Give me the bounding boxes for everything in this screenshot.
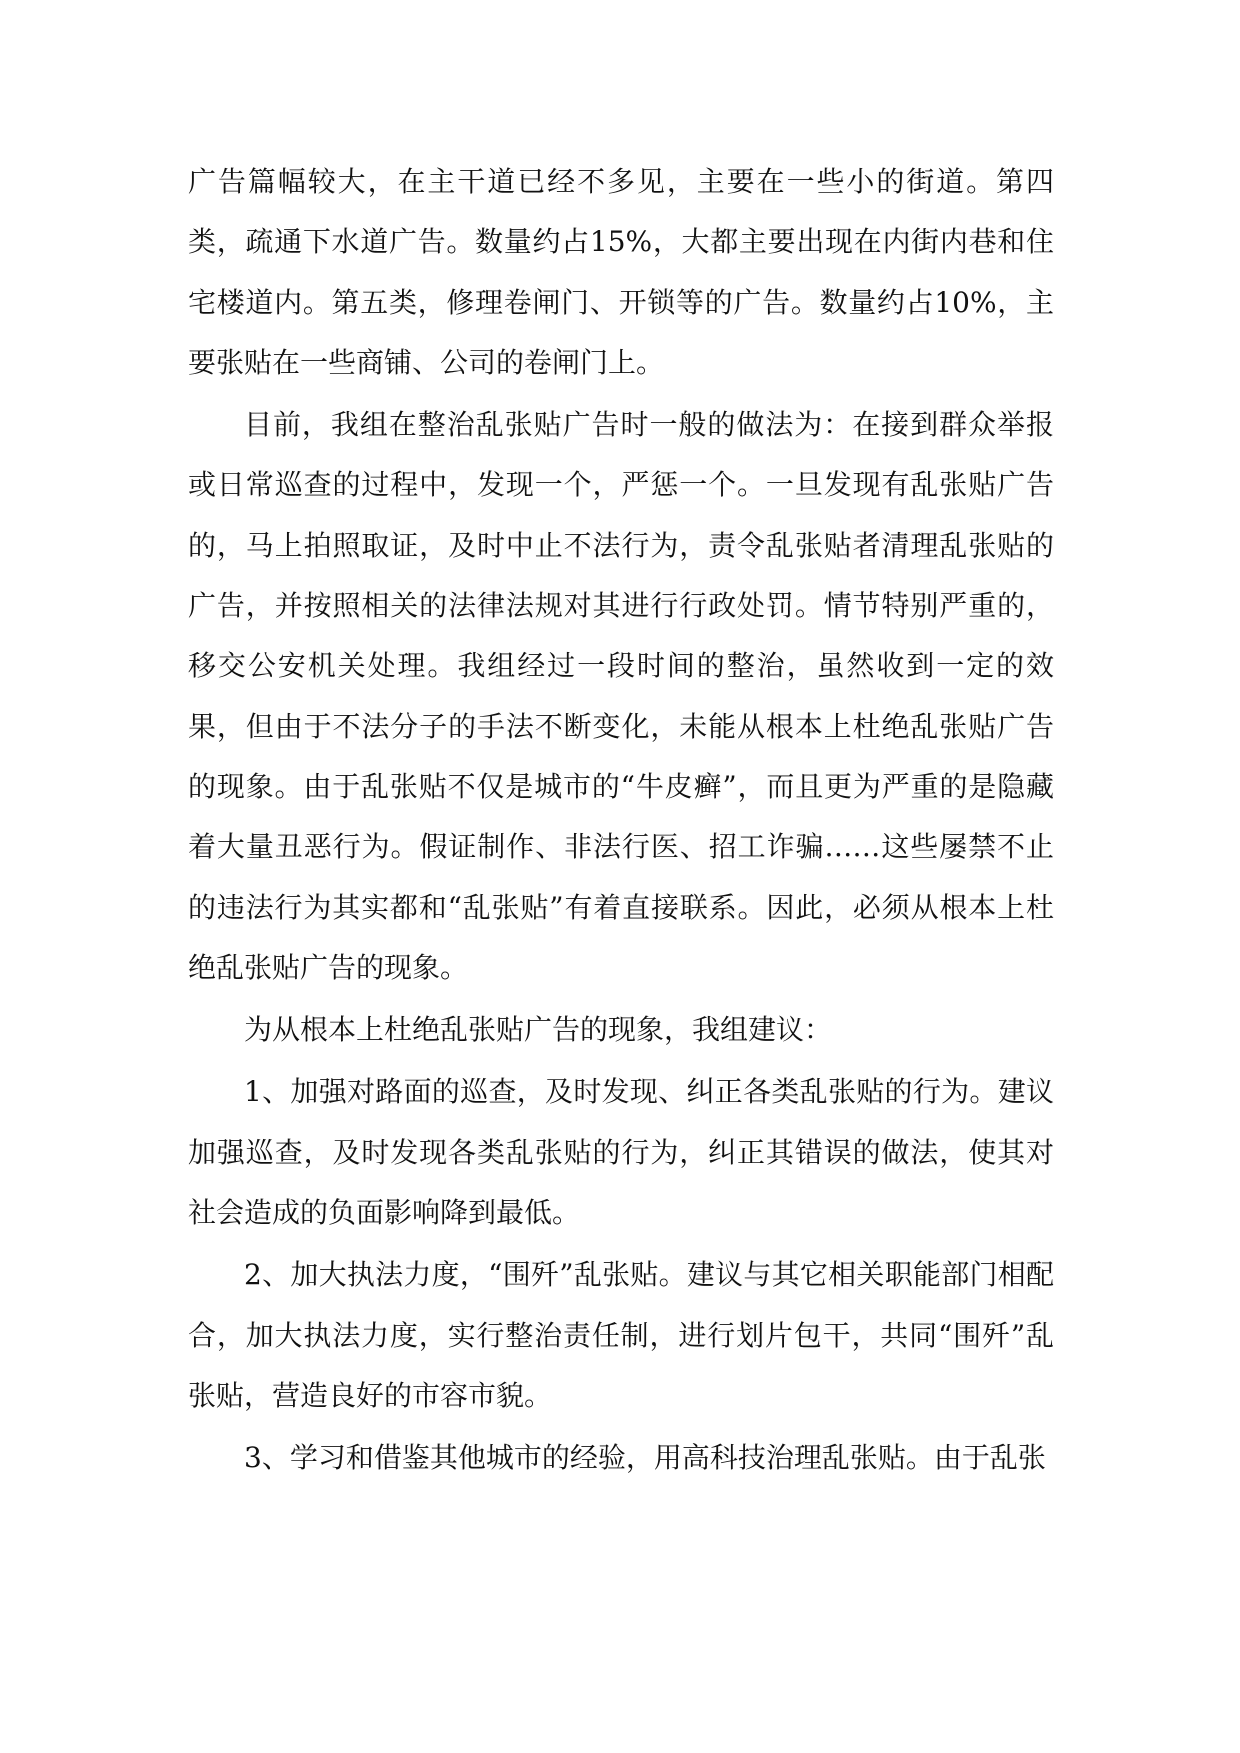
paragraph-suggestion-2: 2、加大执法力度，“围歼”乱张贴。建议与其它相关职能部门相配合，加大执法力度，实行整治责任制，进行划片包干，共同“围歼”乱张贴，营造良好的市容市貌。 bbox=[188, 1258, 1054, 1412]
paragraph-suggestion-3: 3、学习和借鉴其他城市的经验，用高科技治理乱张贴。由于乱张 bbox=[244, 1441, 1046, 1475]
paragraph-suggestion-intro: 为从根本上杜绝乱张贴广告的现象，我组建议： bbox=[244, 1013, 833, 1047]
document-body bbox=[188, 152, 1054, 1489]
paragraph-ad-categories: 广告篇幅较大，在主干道已经不多见，主要在一些小的街道。第四类，疏通下水道广告。数量约占15%，大都主要出现在内街内巷和住宅楼道内。第五类，修理卷闸门、开锁等的广告。数量约占10%，主要张贴在一些商铺、公司的卷闸门上。 bbox=[188, 165, 1054, 379]
paragraph-current-practice: 目前，我组在整治乱张贴广告时一般的做法为：在接到群众举报或日常巡查的过程中，发现一个，严惩一个。一旦发现有乱张贴广告的，马上拍照取证，及时中止不法行为，责令乱张贴者清理乱张贴的广告，并按照相关的法律法规对其进行行政处罚。情节特别严重的，移交公安机关处理。我组经过一段时间的整治，虽然收到一定的效果，但由于不法分子的手法不断变化，未能从根本上杜绝乱张贴广告的现象。由于乱张贴不仅是城市的“牛皮癣”，而且更为严重的是隐藏着大量丑恶行为。假证制作、非法行医、招工诈骗……这些屡禁不止的违法行为其实都和“乱张贴”有着直接联系。因此，必须从根本上杜绝乱张贴广告的现象。 bbox=[188, 408, 1054, 984]
paragraph-suggestion-1: 1、加强对路面的巡查，及时发现、纠正各类乱张贴的行为。建议加强巡查，及时发现各类乱张贴的行为，纠正其错误的做法，使其对社会造成的负面影响降到最低。 bbox=[188, 1075, 1054, 1230]
